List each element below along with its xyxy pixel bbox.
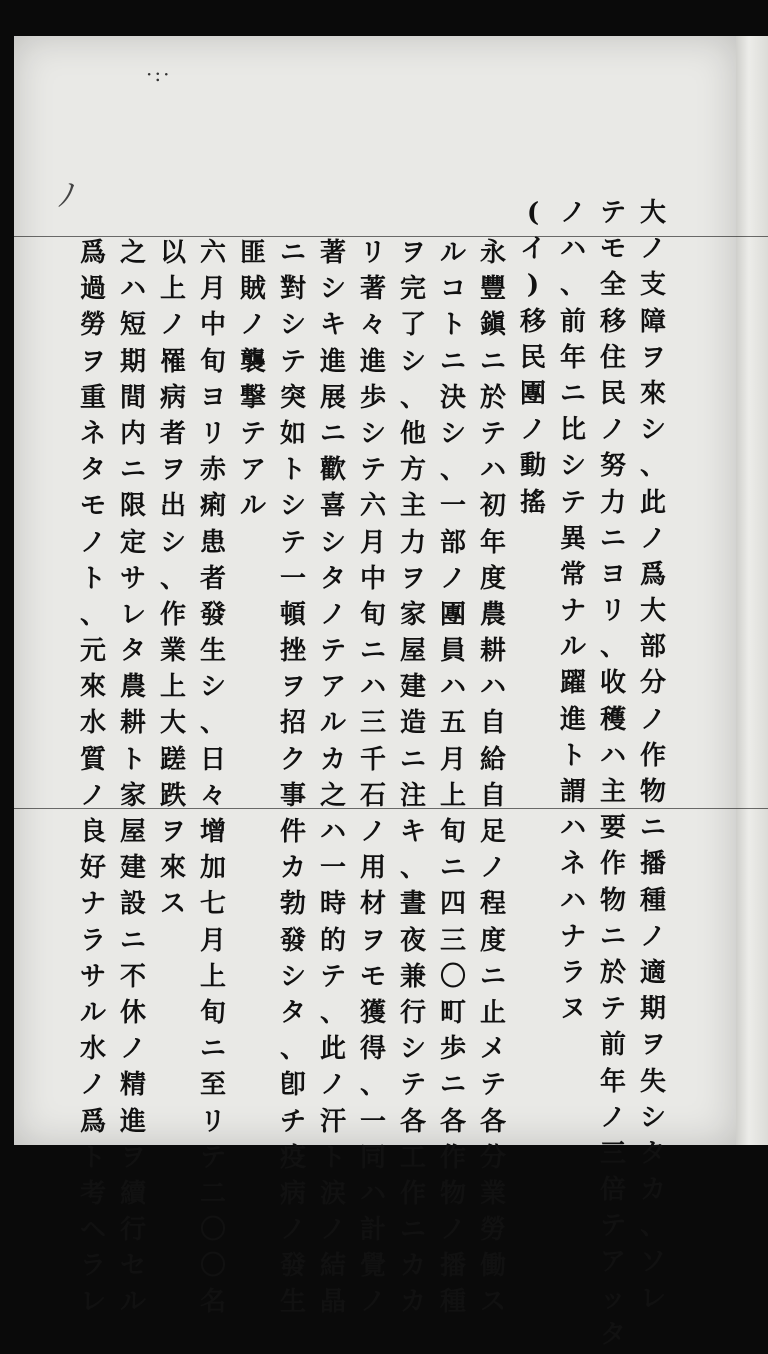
text-column: 永 豐 鎭 ニ 於 テ ハ 初 年 度 農 耕 ハ 自 給 自 足 ノ 程 度 ニ 止 メ テ 各 分 業 勞 働 ス — [479, 238, 506, 1318]
page-corner-mark: ·:· — [146, 62, 172, 86]
adjacent-page-edge — [736, 36, 768, 1145]
margin-annotation: ノ — [50, 176, 85, 215]
text-column: 爲 過 勞 ヲ 重 ネ タ モ ノ ト 、 元 來 水 質 ノ 良 好 ナ ラ サ ル 水 ノ 爲 ト 考 ヘ ラ レ — [79, 238, 106, 1318]
text-column: 大 ノ 支 障 ヲ 來 シ 、 此 ノ 爲 大 部 分 ノ 作 物 ニ 播 種 ノ 適 期 ヲ 失 シ タ カ 、 ソ レ — [639, 198, 666, 1314]
text-column: 六 月 中 旬 ヨ リ 赤 痢 患 者 發 生 シ 、 日 々 增 加 七 月 上 旬 ニ 至 リ テ 二 〇 〇 名 — [199, 238, 226, 1318]
text-column: リ 著 々 進 歩 シ テ 六 月 中 旬 ニ ハ 三 千 石 ノ 用 材 ヲ モ 獲 得 、 一 同 ハ 計 覺 ノ — [359, 238, 386, 1318]
text-column: 之 ハ 短 期 間 内 ニ 限 定 サ レ タ 農 耕 ト 家 屋 建 設 ニ 不 休 ノ 精 進 ヲ 續 行 セ ル — [119, 238, 146, 1318]
text-column: ノ ハ 、 前 年 ニ 比 シ テ 異 常 ナ ル 躍 進 ト 謂 ハ ネ ハ ナ ラ ヌ — [559, 198, 586, 1025]
text-column: 以 上 ノ 罹 病 者 ヲ 出 シ 、 作 業 上 大 蹉 跌 ヲ 來 ス — [159, 238, 186, 920]
text-column: ヲ 完 了 シ 、 他 方 主 力 ヲ 家 屋 建 造 ニ 注 キ 、 晝 夜 兼 行 シ テ 各 工 作 ニ カ カ — [399, 238, 426, 1318]
text-column: ニ 對 シ テ 突 如 ト シ テ 一 頓 挫 ヲ 招 ク 事 件 カ 勃 發 シ タ 、 卽 チ 疫 病 ノ 發 生 — [279, 238, 306, 1318]
text-column: テ モ 全 移 住 民 ノ 努 力 ニ ヨ リ 、 收 穫 ハ 主 要 作 物 ニ 於 テ 前 年 ノ 三 倍 テ ア ッ タ — [599, 198, 626, 1350]
text-column: ル コ ト ニ 決 シ 、 一 部 ノ 團 員 ハ 五 月 上 旬 ニ 四 三 〇 町 歩 ニ 各 作 物 ノ 播 種 — [439, 238, 466, 1318]
section-heading: ( イ ) 移 民 團 ノ 動 搖 — [519, 198, 546, 518]
text-column: 著 シ キ 進 展 ニ 歡 喜 シ タ ノ テ ア ル カ 之 ハ 一 時 的 テ 、 此 ノ 汗 ト 涙 ノ 結 晶 — [319, 238, 346, 1318]
text-column: 匪 賊 ノ 襲 撃 テ ア ル — [239, 238, 266, 522]
